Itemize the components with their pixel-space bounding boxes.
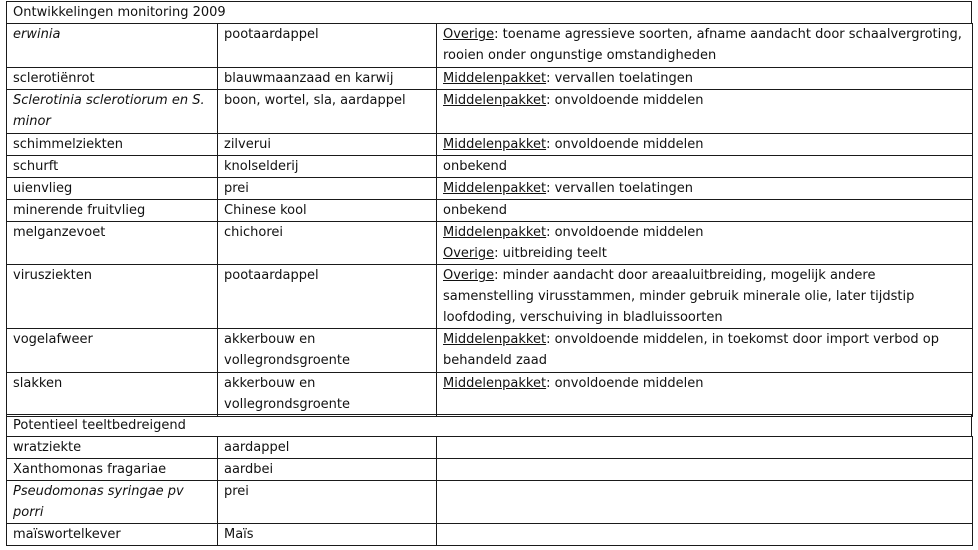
crop-cell: prei — [218, 178, 437, 200]
table-row — [7, 329, 973, 373]
crop-cell: knolselderij — [218, 156, 437, 178]
notes-cell: Middelenpakket: vervallen toelatingen — [437, 178, 973, 200]
crop-cell: aardbei — [218, 459, 437, 481]
organism-cell: minerende fruitvlieg — [7, 200, 218, 222]
notes-cell: Middelenpakket: vervallen toelatingen — [437, 68, 973, 90]
notes-cell: Middelenpakket: onvoldoende middelen, in toekomst door import verbod op behandeld zaad — [437, 329, 973, 373]
organism-cell: virusziekten — [7, 265, 218, 329]
notes-cell: Middelenpakket: onvoldoende middelen Overige: uitbreiding teelt — [437, 222, 973, 265]
table-row — [7, 459, 973, 481]
organism-cell: vogelafweer — [7, 329, 218, 373]
notes-cell: Overige: minder aandacht door areaaluitbreiding, mogelijk andere samenstelling virusstammen, minder gebruik minerale olie, later tijdstip loofdoding, verschuiving in bladluissoorten — [437, 265, 973, 329]
notes-cell — [437, 459, 973, 481]
notes-cell: Overige: toename agressieve soorten, afname aandacht door schaalvergroting, rooien onder ongunstige omstandigheden — [437, 24, 973, 68]
table-row — [7, 90, 973, 134]
table-row — [7, 156, 973, 178]
table-row — [7, 24, 973, 68]
organism-cell: maïswortelkever — [7, 524, 218, 546]
section-heading-potential-threats: Potentieel teeltbedreigend — [6, 414, 972, 436]
notes-cell — [437, 437, 973, 459]
organism-cell: schimmelziekten — [7, 134, 218, 156]
organism-cell: Sclerotinia sclerotiorum en S. minor — [7, 90, 218, 134]
notes-cell: Middelenpakket: onvoldoende middelen — [437, 90, 973, 134]
table-row — [7, 68, 973, 90]
notes-cell: onbekend — [437, 156, 973, 178]
table-row — [7, 134, 973, 156]
crop-cell: prei — [218, 481, 437, 524]
table-row — [7, 178, 973, 200]
table-row — [7, 373, 973, 417]
table-row — [7, 265, 973, 329]
organism-cell: erwinia — [7, 24, 218, 68]
organism-cell: wratziekte — [7, 437, 218, 459]
crop-cell: aardappel — [218, 437, 437, 459]
table-row — [7, 481, 973, 524]
crop-cell: akkerbouw en vollegrondsgroente — [218, 373, 437, 417]
organism-cell: schurft — [7, 156, 218, 178]
crop-cell: pootaardappel — [218, 265, 437, 329]
notes-cell — [437, 524, 973, 546]
potential-threats-table — [6, 436, 973, 546]
crop-cell: Maïs — [218, 524, 437, 546]
table-row — [7, 524, 973, 546]
table-row — [7, 200, 973, 222]
crop-cell: zilverui — [218, 134, 437, 156]
crop-cell: Chinese kool — [218, 200, 437, 222]
organism-cell: slakken — [7, 373, 218, 417]
crop-cell: boon, wortel, sla, aardappel — [218, 90, 437, 134]
notes-cell: Middelenpakket: onvoldoende middelen — [437, 373, 973, 417]
crop-cell: chichorei — [218, 222, 437, 265]
crop-cell: akkerbouw en vollegrondsgroente — [218, 329, 437, 373]
crop-cell: pootaardappel — [218, 24, 437, 68]
section-heading-monitoring: Ontwikkelingen monitoring 2009 — [6, 1, 972, 23]
monitoring-table — [6, 23, 973, 417]
notes-cell — [437, 481, 973, 524]
organism-cell: melganzevoet — [7, 222, 218, 265]
organism-cell: Pseudomonas syringae pv porri — [7, 481, 218, 524]
organism-cell: uienvlieg — [7, 178, 218, 200]
notes-cell: onbekend — [437, 200, 973, 222]
organism-cell: Xanthomonas fragariae — [7, 459, 218, 481]
table-row — [7, 437, 973, 459]
notes-cell: Middelenpakket: onvoldoende middelen — [437, 134, 973, 156]
crop-cell: blauwmaanzaad en karwij — [218, 68, 437, 90]
organism-cell: sclerotiënrot — [7, 68, 218, 90]
table-row — [7, 222, 973, 265]
